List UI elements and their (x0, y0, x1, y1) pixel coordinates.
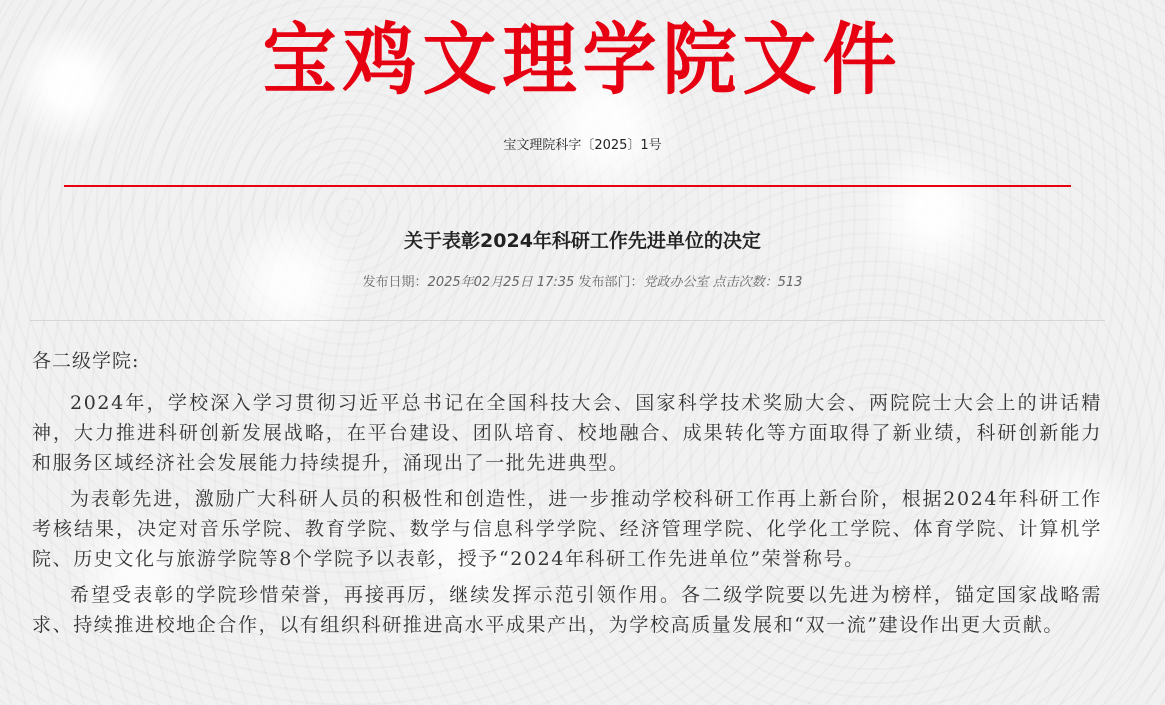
body-paragraph: 希望受表彰的学院珍惜荣誉，再接再厉，继续发挥示范引领作用。各二级学院要以先进为榜样，锚定国家战略需求、持续推进校地企合作，以有组织科研推进高水平成果产出，为学校高质量发展和“双一流”建设作出更大贡献。 (32, 584, 1102, 636)
publish-date-label: 发布日期： (362, 275, 428, 290)
click-count-label: 点击次数： (712, 275, 778, 290)
click-count-value: 513 (777, 275, 803, 290)
body-paragraph: 为表彰先进，激励广大科研人员的积极性和创造性，进一步推动学校科研工作再上新台阶，根据2024年科研工作考核结果，决定对音乐学院、教育学院、数学与信息科学学院、经济管理学院、化学化工学院、体育学院、计算机学院、历史文化与旅游学院等8个学院予以表彰，授予“2024年科研工作先进单位”荣誉称号。 (32, 488, 1102, 570)
publish-dept-label: 发布部门： (578, 275, 644, 290)
salutation: 各二级学院: (32, 350, 140, 372)
gray-divider (30, 320, 1105, 321)
article-body (32, 346, 1102, 646)
document-masthead: 宝鸡文理学院文件 (262, 14, 903, 106)
document-number: 宝文理院科字〔2025〕1号 (503, 138, 662, 153)
publish-date-value: 2025年02月25日 17:35 (427, 275, 575, 290)
red-divider (64, 185, 1071, 187)
body-paragraph: 2024年，学校深入学习贯彻习近平总书记在全国科技大会、国家科学技术奖励大会、两院院士大会上的讲话精神，大力推进科研创新发展战略，在平台建设、团队培育、校地融合、成果转化等方面取得了新业绩，科研创新能力和服务区域经济社会发展能力持续提升，涌现出了一批先进典型。 (32, 392, 1102, 474)
publish-dept-value: 党政办公室 (643, 275, 709, 290)
article-title: 关于表彰2024年科研工作先进单位的决定 (404, 230, 761, 252)
article-meta (0, 271, 1165, 290)
